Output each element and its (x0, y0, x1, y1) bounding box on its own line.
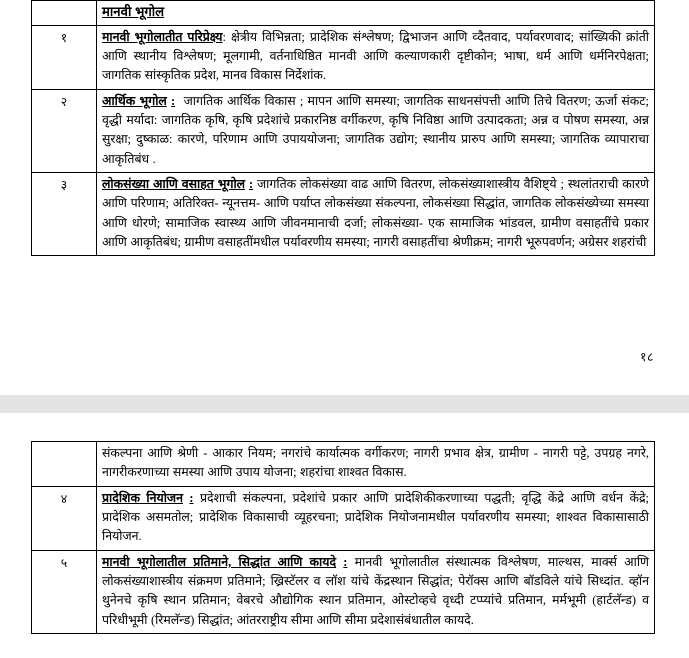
page-one (0, 0, 689, 256)
row-number (32, 442, 97, 487)
row-content (97, 89, 655, 172)
row-content (97, 173, 655, 256)
row-number: ४ (32, 486, 97, 550)
row-content (97, 550, 655, 633)
table-header-row (32, 1, 655, 26)
header-number-cell (32, 1, 97, 26)
page-title: मानवी भूगोल (102, 4, 165, 19)
topic-heading: लोकसंख्या आणि वसाहत भूगोल (102, 177, 246, 191)
row-content (97, 486, 655, 550)
row-number: ५ (32, 550, 97, 633)
table-row (32, 25, 655, 89)
row-content (97, 25, 655, 89)
table-2-body (32, 442, 655, 634)
topic-body: संकल्पना आणि श्रेणी - आकार नियम; नगरांचे कार्यात्मक वर्गीकरण; नागरी प्रभाव क्षेत्र, ग्रामीण - नागरी पट्टे, उपग्रह नगरे, नागरीकरणाच्या समस्या आणि उपाय योजना; शहरांचा शाश्वत विकास. (102, 446, 649, 480)
topic-body: मानवी भूगोलातील संस्थात्मक विश्लेषण, माल्थस, मार्क्स आणि लोकसंख्याशास्त्रीय संक्रमण प्रतिमाने; ख्रिस्टॅलर व लॉश यांचे केंद्रस्थान सिद्धांत; पेरॉक्स आणि बॉडविले यांचे सिध्दांत. व्हॉन थुनेनचे कृषि स्थान प्रतिमान; वेबरचे औद्योगिक स्थान प्रतिमान, ओस्टोव्हचे वृध्दी टप्प्यांचे प्रतिमान, मर्मभूमी (हार्टलॅन्ड) व परिधीभूमी (रिमलॅन्ड) सिद्धांत; आंतरराष्ट्रीय सीमा आणि सीमा प्रदेशासंबंधातील कायदे. (102, 554, 650, 627)
topic-heading: आर्थिक भूगोल (102, 93, 167, 108)
syllabus-table-2 (31, 441, 655, 634)
row-number: ३ (32, 173, 97, 256)
topic-heading: प्रादेशिक नियोजन (102, 490, 183, 505)
table-row (32, 550, 655, 633)
page-number: १८ (639, 350, 654, 364)
topic-body: क्षेत्रीय विभिन्नता; प्रादेशिक संश्लेषण; द्विभाजन आणि व्दैतवाद, पर्यावरणवाद; सांख्यिकी क्रांती आणि स्थानीय विश्लेषण; मूलगामी, वर्तनाधिष्ठित मानवी आणि कल्याणकारी दृष्टीकोन; भाषा, धर्म आणि धर्मनिरपेक्षता; जागतिक सांस्कृतिक प्रदेश, मानव विकास निर्देशांक. (102, 29, 650, 83)
topic-separator: : (222, 29, 226, 44)
topic-separator: : (343, 554, 348, 569)
table-row (32, 486, 655, 550)
page-two (0, 441, 689, 634)
syllabus-table-1 (31, 0, 655, 256)
topic-heading: मानवी भूगोलातीत परिप्रेक्ष्य (102, 29, 223, 44)
page-separator-band (0, 395, 689, 413)
table-row (32, 89, 655, 172)
topic-body: प्रदेशाची संकल्पना, प्रदेशांचे प्रकार आणि प्रादेशिकीकरणाच्या पद्धती; वृद्धि केंद्रे आणि वर्धन केंद्रे; प्रादेशिक असमतोल; प्रादेशिक विकासाची व्यूहरचना; प्रादेशिक नियोजनामधील पर्यावरणीय समस्या; शाश्वत विकासासाठी नियोजन. (102, 490, 650, 544)
row-number: १ (32, 25, 97, 89)
topic-separator: : (248, 177, 254, 191)
topic-body: जागतिक आर्थिक विकास ; मापन आणि समस्या; जागतिक साधनसंपत्ती आणि तिचे वितरण; ऊर्जा संकट; वृद्धी मर्यादा: जागतिक कृषि, कृषि प्रदेशांचे प्रकारनिष्ठ वर्गीकरण, कृषि निविष्ठा आणि उत्पादकता; अन्न व पोषण समस्या, अन्न सुरक्षा; दुष्काळ: कारणे, परिणाम आणि उपाययोजना; जागतिक उद्योग; स्थानीय प्रारुप आणि समस्या; जागतिक व्यापाराचा आकृतिबंध . (102, 93, 649, 166)
topic-separator: : (189, 490, 194, 505)
table-row (32, 442, 655, 487)
topic-separator: : (171, 93, 176, 108)
topic-body: जागतिक लोकसंख्या वाढ आणि वितरण, लोकसंख्याशास्त्रीय वैशिष्ट्ये ; स्थलांतराची कारणे आणि परिणाम; अतिरिक्त- न्यूनत्तम- आणि पर्याप्त लोकसंख्या संकल्पना, लोकसंख्या सिद्धांत, जागतिक लोकसंख्येच्या समस्या आणि धोरणे; सामाजिक स्वास्थ्य आणि जीवनमानाची दर्जा; लोकसंख्या- एक सामाजिक भांडवल, ग्रामीण वसाहतींचे प्रकार आणि आकृतिबंध; ग्रामीण वसाहतींमधील पर्यावरणीय समस्या; नागरी वसाहतींचा श्रेणीक्रम; नागरी भूरुपवर्णन; अग्रेसर शहरांची (102, 177, 649, 250)
topic-heading: मानवी भूगोलातील प्रतिमाने, सिद्धांत आणि कायदे (102, 554, 337, 569)
row-number: २ (32, 89, 97, 172)
table-1-body (32, 1, 655, 256)
table-row (32, 173, 655, 256)
header-title-cell (97, 1, 655, 26)
row-content (97, 442, 655, 487)
